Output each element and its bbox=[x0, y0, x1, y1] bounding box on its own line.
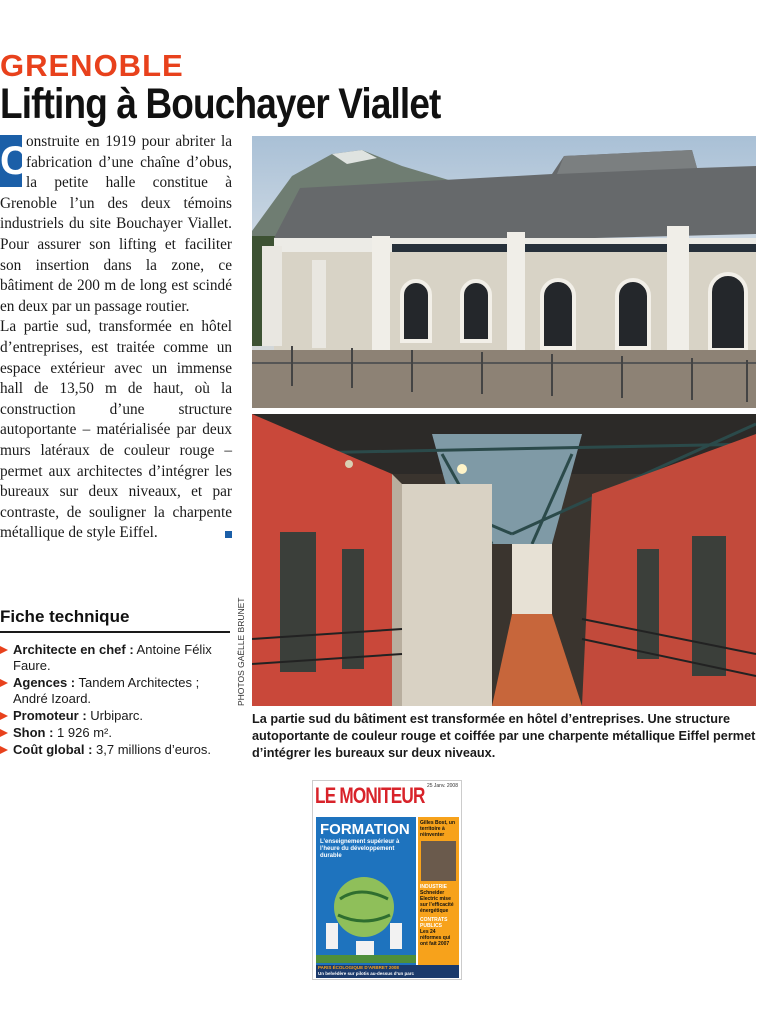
cover-side-item-1: Gilles Bost, un territoire à réinventer bbox=[420, 820, 456, 838]
fiche-item-label: Agences : bbox=[13, 675, 76, 690]
fiche-item-label: Coût global : bbox=[13, 742, 93, 757]
cover-feature-panel bbox=[316, 817, 416, 965]
article-kicker: GRENOBLE bbox=[0, 48, 184, 83]
cover-footer-section: PARIS ÉCOLOGIQUE D’ARBRET 2008 bbox=[318, 965, 399, 970]
article-body bbox=[0, 132, 232, 544]
cover-side-item-2: Schneider Electric mise sur l’efficacité énergétique bbox=[420, 890, 454, 914]
article-paragraph-2 bbox=[0, 317, 232, 544]
article-headline: Lifting à Bouchayer Viallet bbox=[0, 80, 441, 128]
cover-side-section-2: INDUSTRIE bbox=[420, 884, 447, 890]
fiche-technique-list bbox=[0, 642, 232, 759]
paragraph-2-text: La partie sud, transformée en hôtel d’entreprises, est traitée comme un espace extérieur avec un immense hall de 13,50 m de haut, où la construction d’une structure autoportante – matérialisée par deux murs latéraux de couleur rouge – permet aux architectes d’intégrer les bureaux sur deux niveaux, et par contraste, de souligner la charpente métallique de style Eiffel. bbox=[0, 318, 232, 542]
interior-hall-illustration bbox=[252, 414, 756, 706]
photo-caption: La partie sud du bâtiment est transformée en hôtel d’entreprises. Une structure autoportante de couleur rouge et coiffée par une charpente métallique Eiffel permet d’intégrer les bureaux sur deux niveaux. bbox=[252, 712, 756, 760]
fiche-item bbox=[0, 708, 232, 724]
cover-portrait-photo bbox=[421, 841, 456, 881]
dropcap-letter: C bbox=[0, 135, 22, 187]
cover-feature-title: FORMATION bbox=[320, 821, 410, 838]
building-exterior-illustration bbox=[252, 136, 756, 408]
globe-illustration-icon bbox=[316, 863, 416, 963]
cover-side-column bbox=[418, 817, 459, 965]
fiche-divider bbox=[0, 631, 230, 633]
cover-footer-band bbox=[316, 965, 459, 978]
article-paragraph-1 bbox=[0, 132, 232, 317]
fiche-item bbox=[0, 642, 232, 674]
fiche-item-value: Antoine Félix Faure. bbox=[13, 642, 212, 673]
magazine-cover bbox=[313, 781, 461, 979]
masthead-area bbox=[313, 781, 461, 817]
fiche-item-value: Urbiparc. bbox=[86, 708, 144, 723]
fiche-item-value: 3,7 millions d’euros. bbox=[92, 742, 211, 757]
cover-side-item-3: Les 24 réformes qui ont fait 2007 bbox=[420, 929, 451, 947]
paragraph-1-text: onstruite en 1919 pour abriter la fabrication d’une chaîne d’obus, la petite halle constitue à Grenoble l’un des deux témoins industriels du site Bouchayer Viallet. Pour assurer son lifting et faciliter son insertion dans la zone, ce bâtiment de 200 m de long est scindé en deux par un passage routier. bbox=[0, 133, 232, 315]
cover-masthead: LE MONITEUR bbox=[315, 783, 425, 808]
fiche-item bbox=[0, 675, 232, 707]
fiche-item bbox=[0, 725, 232, 741]
cover-footer-title: Un belvédère sur pilotis au-dessus d’un parc bbox=[318, 971, 415, 976]
fiche-item-value: Tandem Architectes ; André Izoard. bbox=[13, 675, 200, 706]
photo-building-exterior bbox=[252, 136, 756, 408]
cover-side-section-3: CONTRATS PUBLICS bbox=[420, 917, 448, 929]
cover-date: 25 Janv. 2008 bbox=[426, 783, 458, 789]
end-mark-icon bbox=[225, 531, 232, 538]
fiche-technique-title: Fiche technique bbox=[0, 607, 130, 626]
fiche-item bbox=[0, 742, 232, 758]
fiche-item-label: Promoteur : bbox=[13, 708, 87, 723]
fiche-item-value: 1 926 m². bbox=[53, 725, 112, 740]
cover-feature-subtitle: L’enseignement supérieur à l’heure du développement durable bbox=[320, 839, 400, 859]
photo-credit: PHOTOS GAËLLE BRUNET bbox=[236, 597, 246, 706]
fiche-item-label: Shon : bbox=[13, 725, 54, 740]
photo-interior-hall bbox=[252, 414, 756, 706]
fiche-item-label: Architecte en chef : bbox=[13, 642, 134, 657]
